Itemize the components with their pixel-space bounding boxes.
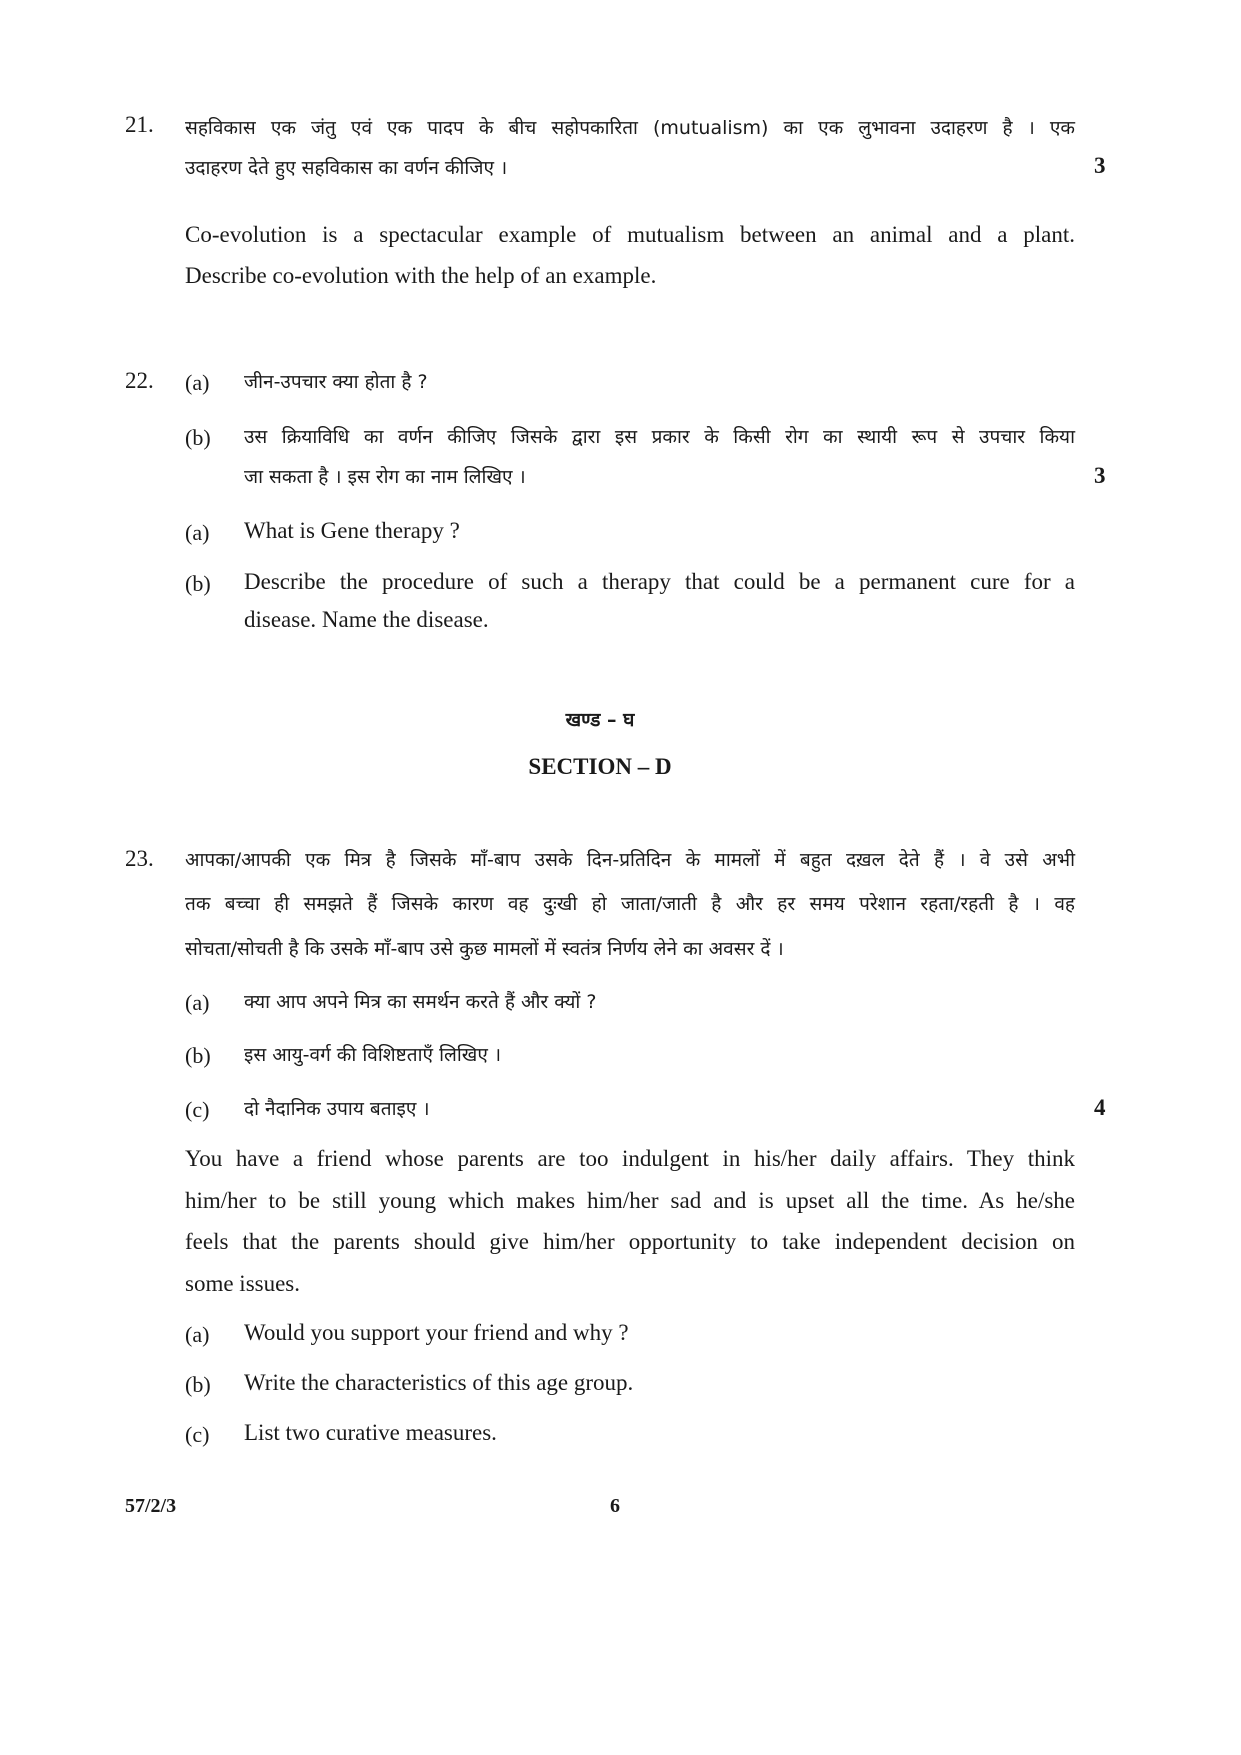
question-23-english-line3: feels that the parents should give him/her opportunity to take independent decision on: [185, 1229, 1075, 1254]
question-22-english-b-line2: disease. Name the disease.: [244, 607, 489, 632]
question-22-hindi-a-label: (a): [185, 370, 210, 395]
question-22-english-a-label: (a): [185, 520, 210, 545]
question-21-english-line1: Co-evolution is a spectacular example of mutualism between an animal and a plant.: [185, 222, 1075, 247]
question-22-number: 22.: [125, 368, 154, 393]
question-23-hindi-line1: आपका/आपकी एक मित्र है जिसके माँ-बाप उसके दिन-प्रतिदिन के मामलों में बहुत दख़ल देते हैं । वे उसे अभी: [185, 849, 1075, 871]
question-23-english-a-label: (a): [185, 1322, 210, 1347]
question-23-number: 23.: [125, 846, 154, 871]
question-22-hindi-b-line2: जा सकता है । इस रोग का नाम लिखिए ।: [244, 466, 526, 488]
question-23-hindi-a: क्या आप अपने मित्र का समर्थन करते हैं और क्यों ?: [244, 991, 597, 1013]
question-23-marks: 4: [1094, 1095, 1106, 1120]
footer-page-number: 6: [610, 1495, 620, 1517]
question-23-english-b: Write the characteristics of this age group.: [244, 1370, 634, 1395]
question-23-english-a: Would you support your friend and why ?: [244, 1320, 629, 1345]
question-23-english-c-label: (c): [185, 1422, 210, 1447]
question-23-english-line1: You have a friend whose parents are too indulgent in his/her daily affairs. They think: [185, 1146, 1075, 1171]
question-23-hindi-a-label: (a): [185, 990, 210, 1015]
section-english-title: SECTION – D: [528, 754, 672, 779]
question-23-hindi-b-label: (b): [185, 1043, 211, 1068]
question-21-hindi-line2: उदाहरण देते हुए सहविकास का वर्णन कीजिए ।: [185, 157, 508, 179]
question-22-marks: 3: [1094, 463, 1106, 488]
footer-paper-code: 57/2/3: [125, 1495, 177, 1517]
question-23-hindi-c-label: (c): [185, 1097, 210, 1122]
question-23-hindi-b: इस आयु-वर्ग की विशिष्टताएँ लिखिए ।: [244, 1044, 502, 1066]
question-23-hindi-line2: तक बच्चा ही समझते हैं जिसके कारण वह दुःखी हो जाता/जाती है और हर समय परेशान रहता/रहती है । वह: [185, 893, 1075, 915]
question-23-english-line4: some issues.: [185, 1271, 300, 1296]
section-hindi-title: खण्ड – घ: [565, 709, 635, 731]
question-22-english-a: What is Gene therapy ?: [244, 518, 460, 543]
question-21-marks: 3: [1094, 153, 1106, 178]
question-22-hindi-b-line1: उस क्रियाविधि का वर्णन कीजिए जिसके द्वारा इस प्रकार के किसी रोग का स्थायी रूप से उपचार किया: [244, 426, 1075, 448]
question-21-english-line2: Describe co-evolution with the help of an example.: [185, 263, 657, 288]
question-23-english-c: List two curative measures.: [244, 1420, 497, 1445]
question-21-number: 21.: [125, 112, 154, 137]
question-23-hindi-c: दो नैदानिक उपाय बताइए ।: [244, 1098, 430, 1120]
question-23-english-b-label: (b): [185, 1372, 211, 1397]
question-23-english-line2: him/her to be still young which makes him/her sad and is upset all the time. As he/she: [185, 1188, 1075, 1213]
question-22-english-b-line1: Describe the procedure of such a therapy that could be a permanent cure for a: [244, 569, 1075, 594]
question-21-hindi-line1: सहविकास एक जंतु एवं एक पादप के बीच सहोपकारिता (mutualism) का एक लुभावना उदाहरण है । एक: [185, 117, 1075, 139]
question-22-hindi-b-label: (b): [185, 425, 211, 450]
question-22-hindi-a: जीन-उपचार क्या होता है ?: [244, 371, 428, 393]
question-22-english-b-label: (b): [185, 571, 211, 596]
question-23-hindi-line3: सोचता/सोचती है कि उसके माँ-बाप उसे कुछ मामलों में स्वतंत्र निर्णय लेने का अवसर दें ।: [185, 938, 784, 960]
